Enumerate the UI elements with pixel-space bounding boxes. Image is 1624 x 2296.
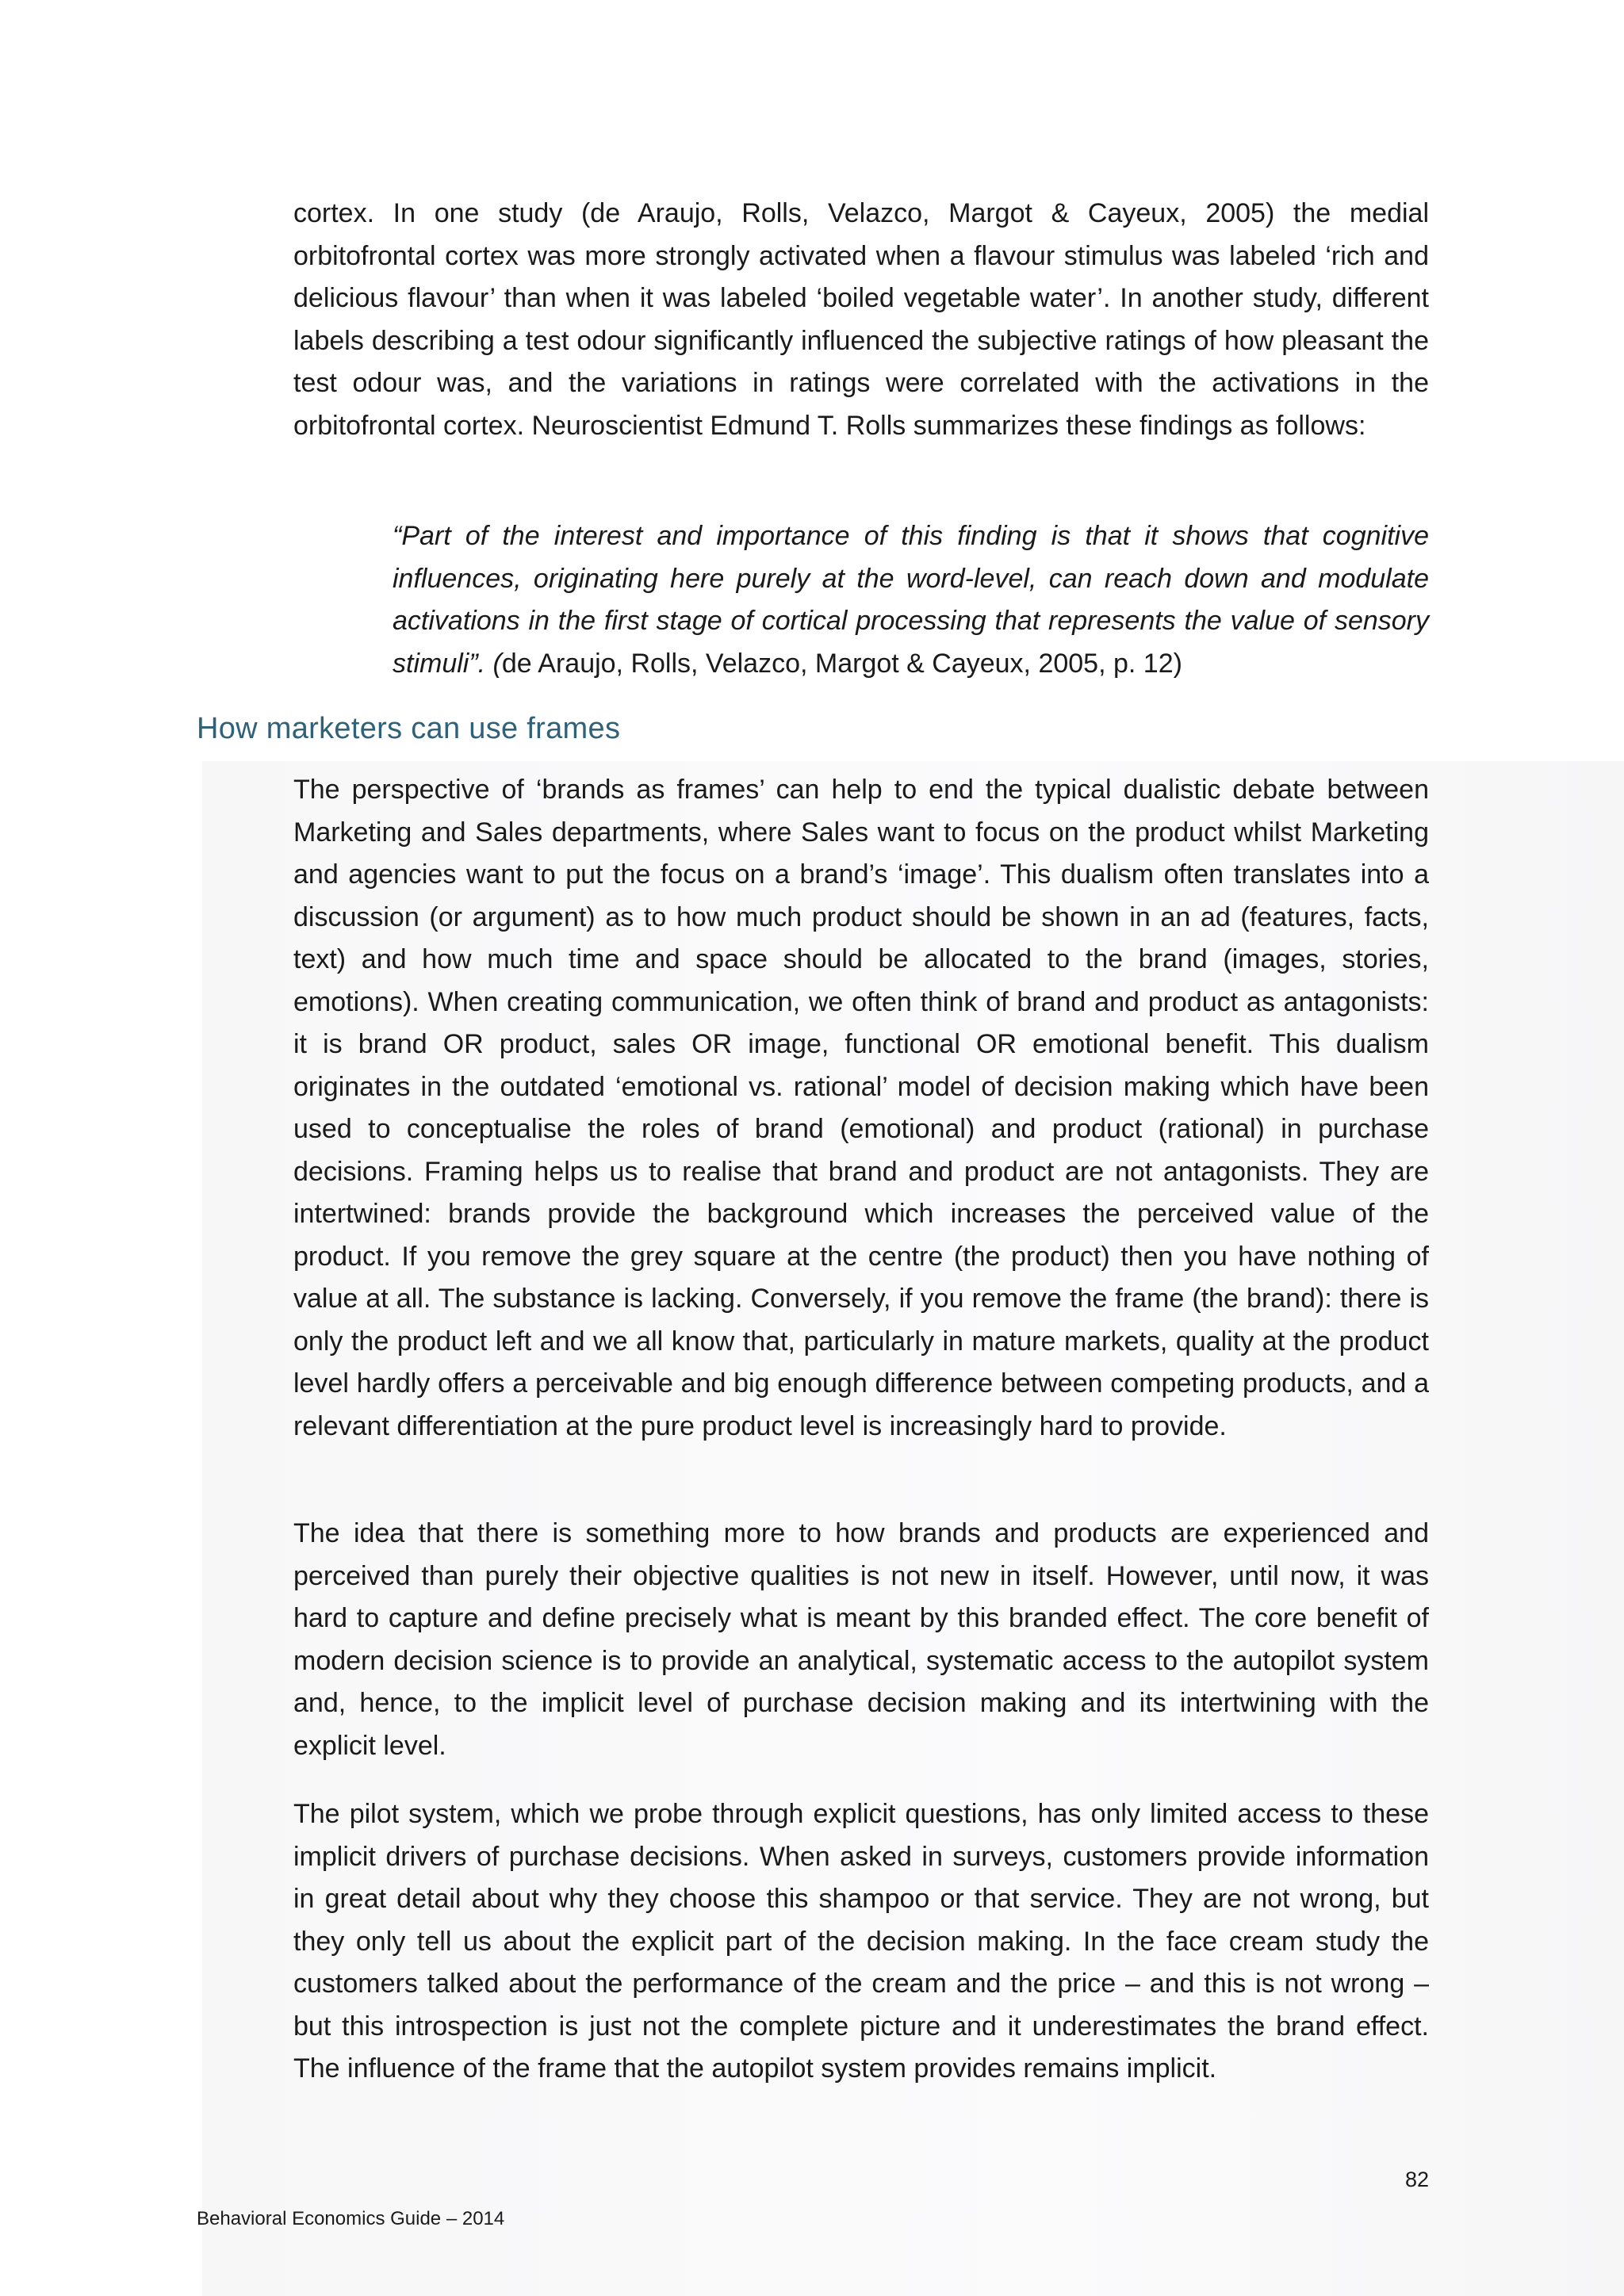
body-paragraph-text: The idea that there is something more to how brands and products are experienced and perceived than purely their objective qualities is not new in itself. However, until now, it was hard to capture and define precisely what is meant by this branded effect. The core benefit of modern decision science is to provide an analytical, systematic access to the autopilot system and, hence, to the implicit level of purchase decision making and its intertwining with the explicit level. (293, 1518, 1429, 1761)
body-paragraph-text: The perspective of ‘brands as frames’ can help to end the typical dualistic debate between Marketing and Sales departments, where Sales want to focus on the product whilst Marketing and agencies want to put the focus on a brand’s ‘image’. This dualism often translates into a discussion (or argument) as to how much product should be shown in an ad (features, facts, text) and how much time and space should be allocated to the brand (images, stories, emotions). When creating communication, we often think of brand and product as antagonists: it is brand OR product, sales OR image, functional OR emotional benefit. This dualism originates in the outdated ‘emotional vs. rational’ model of decision making which have been used to conceptualise the roles of brand (emotional) and product (rational) in purchase decisions. Framing helps us to realise that brand and product are not antagonists. They are intertwined: brands provide the background which increases the perceived value of the product. If you remove the grey square at the centre (the product) then you have nothing of value at all. The substance is lacking. Conversely, if you remove the frame (the brand): there is only the product left and we all know that, particularly in mature markets, quality at the product level hardly offers a perceivable and big enough difference between competing products, and a relevant differentiation at the pure product level is increasingly hard to provide. (293, 775, 1429, 1441)
body-paragraph-1 (293, 769, 1429, 1448)
footer-title: Behavioral Economics Guide – 2014 (197, 2208, 505, 2229)
section-heading: How marketers can use frames (197, 712, 621, 745)
quote-text: “Part of the interest and importance of this finding is that it shows that cognitive influences, originating here purely at the word-level, can reach down and modulate activations in the first stage of cortical processing that represents the value of sensory stimuli”. ( (393, 521, 1429, 679)
block-quote (393, 515, 1429, 685)
intro-paragraph-text: cortex. In one study (de Araujo, Rolls, Velazco, Margot & Cayeux, 2005) the medial orbitofrontal cortex was more strongly activated when a flavour stimulus was labeled ‘rich and delicious flavour’ than when it was labeled ‘boiled vegetable water’. In another study, different labels describing a test odour significantly influenced the subjective ratings of how pleasant the test odour was, and the variations in ratings were correlated with the activations in the orbitofrontal cortex. Neuroscientist Edmund T. Rolls summarizes these findings as follows: (293, 198, 1429, 441)
body-paragraph-3 (293, 1793, 1429, 2091)
quote-citation: de Araujo, Rolls, Velazco, Margot & Cayeux, 2005, p. 12) (501, 648, 1182, 679)
page-number: 82 (1404, 2168, 1429, 2191)
body-paragraph-2 (293, 1513, 1429, 1767)
intro-paragraph (293, 193, 1429, 447)
body-paragraph-text: The pilot system, which we probe through explicit questions, has only limited access to these implicit drivers of purchase decisions. When asked in surveys, customers provide information in great detail about why they choose this shampoo or that service. They are not wrong, but they only tell us about the explicit part of the decision making. In the face cream study the customers talked about the performance of the cream and the price – and this is not wrong – but this introspection is just not the complete picture and it underestimates the brand effect. The influence of the frame that the autopilot system provides remains implicit. (293, 1799, 1429, 2084)
